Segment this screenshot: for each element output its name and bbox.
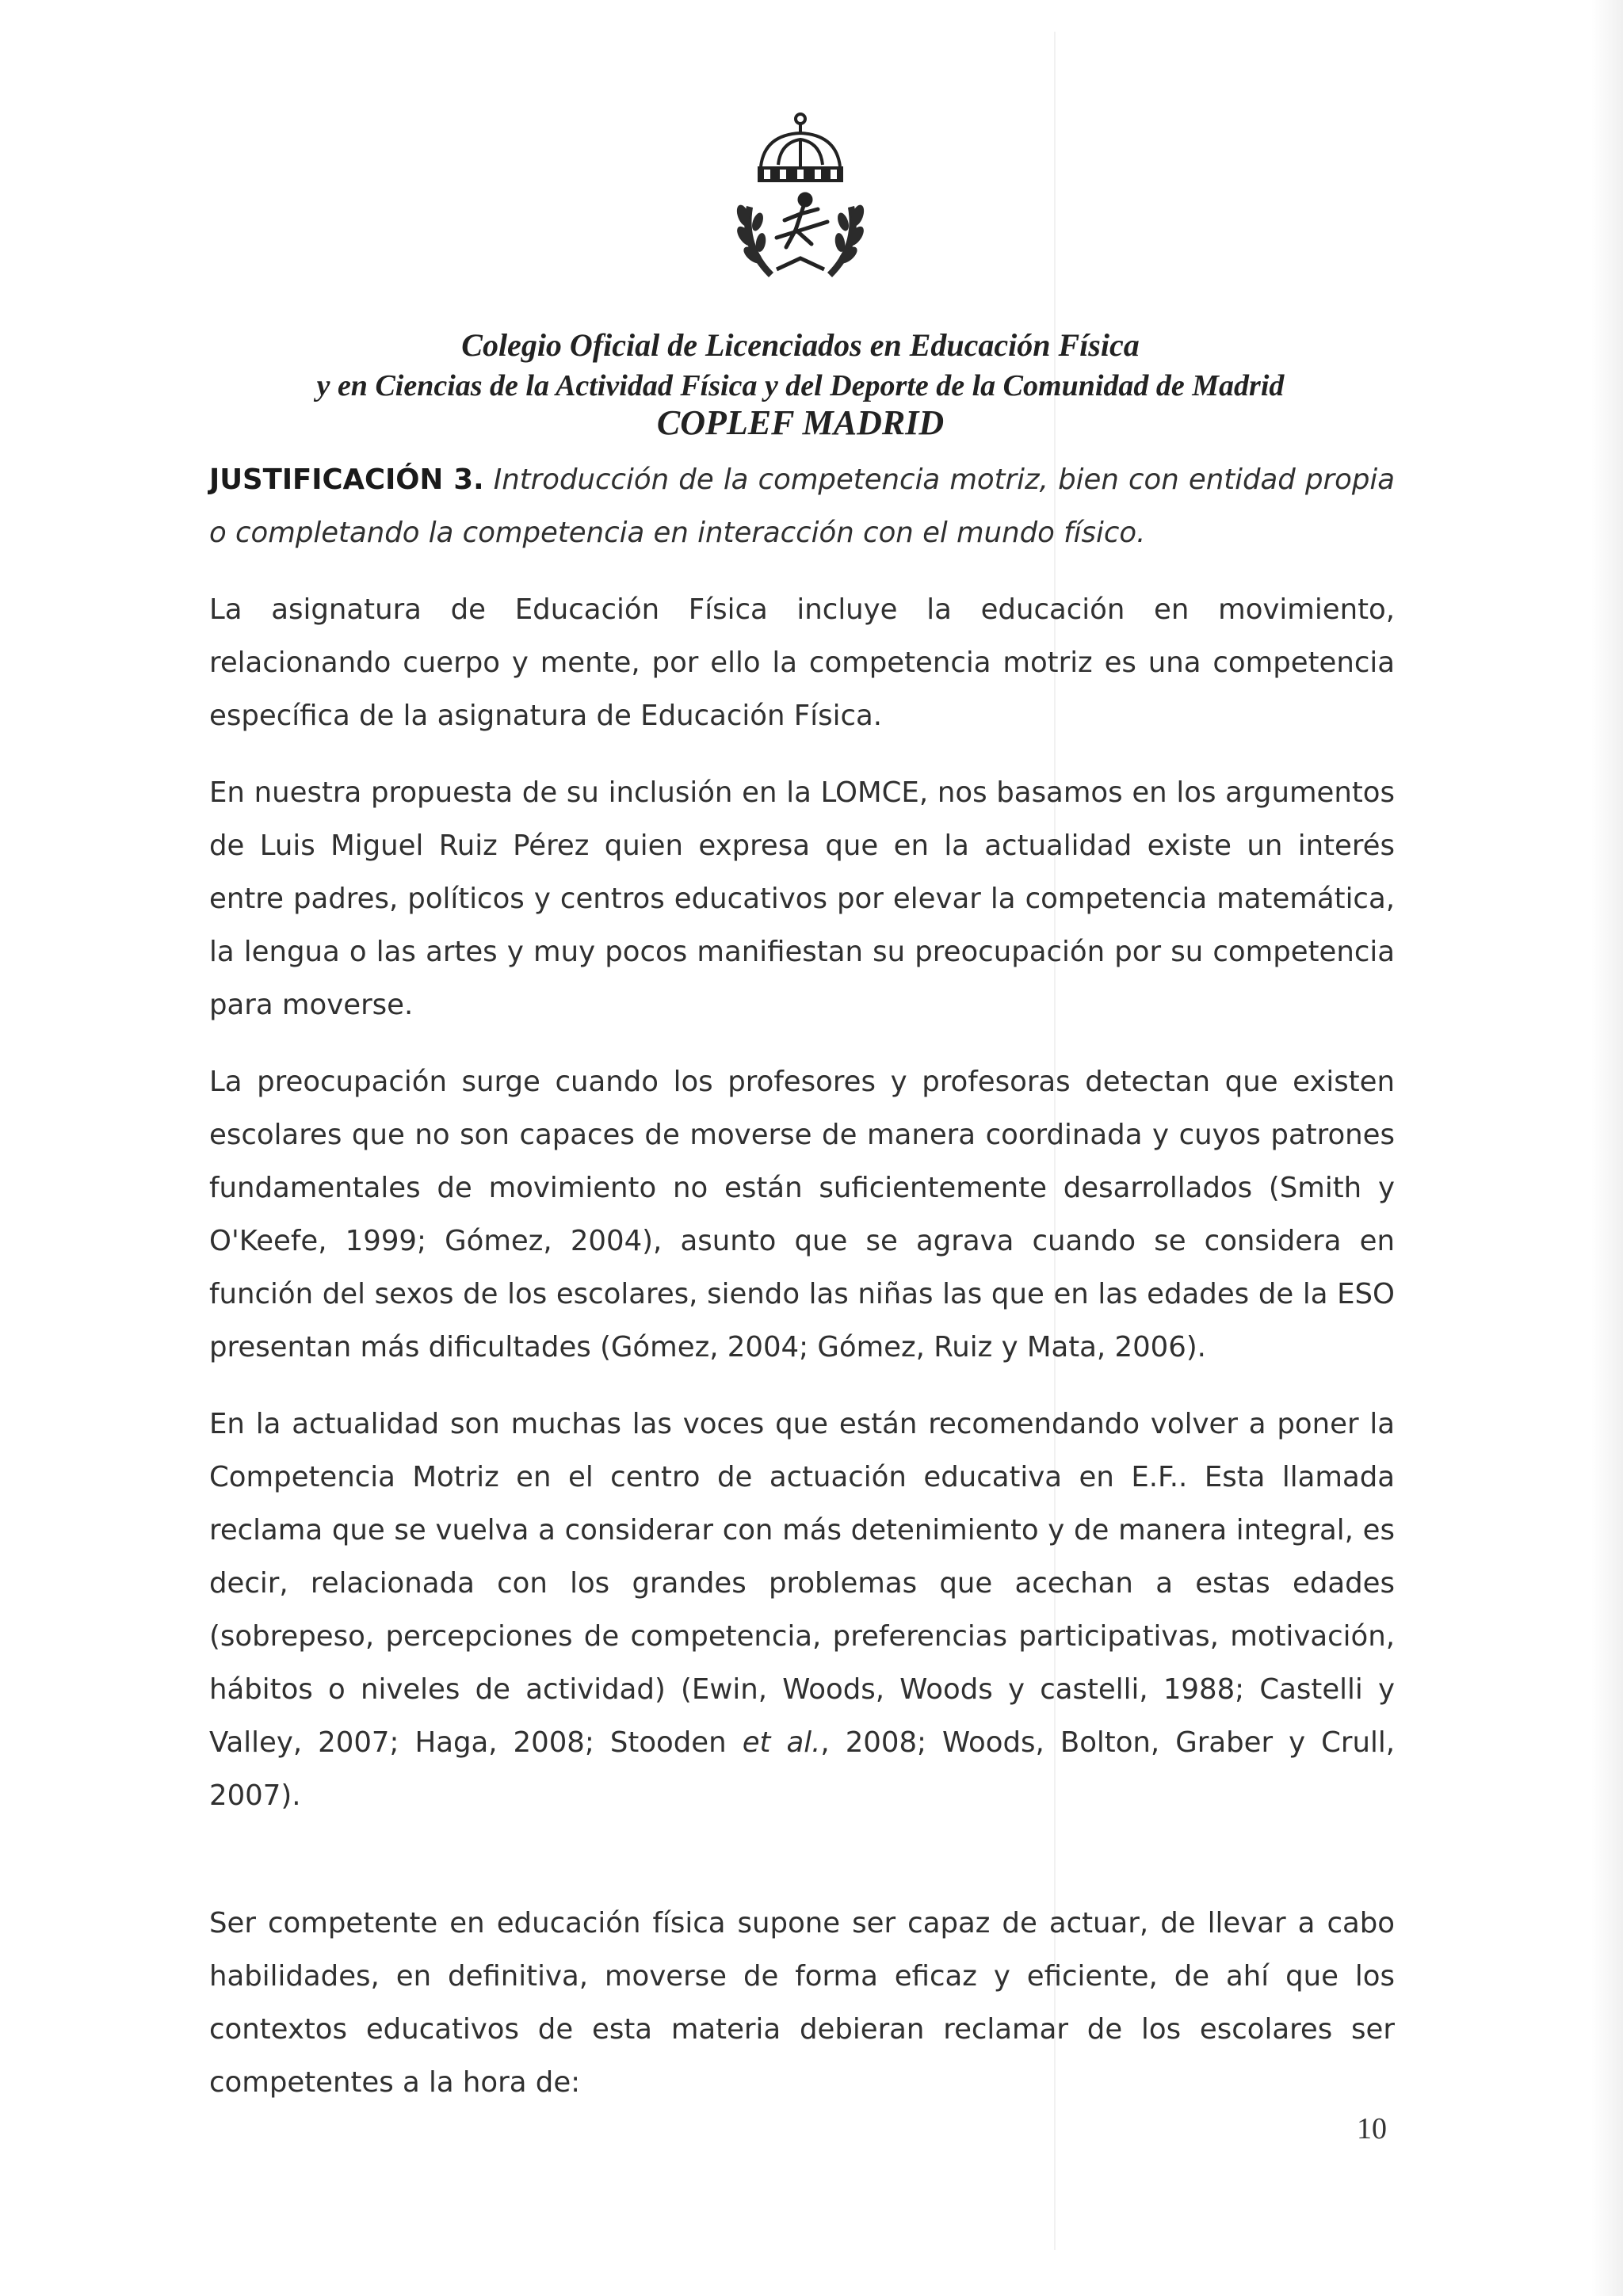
justification-text: Introducción de la competencia motriz, bien con entidad propia o completando la competencia en interacción con el mundo físico.	[209, 463, 1395, 549]
paragraph-5: Ser competente en educación física supone ser capaz de actuar, de llevar a cabo habilidades, en definitiva, moverse de forma eficaz y eficiente, de ahí que los contextos educativos de esta materia debieran reclamar de los escolares ser competentes a la hora de:	[209, 1907, 1395, 2099]
paragraph-3: La preocupación surge cuando los profesores y profesoras detectan que existen escolares que no son capaces de moverse de manera coordinada y cuyos patrones fundamentales de movimiento no están suficientemente desarrollados (Smith y O'Keefe, 1999; Gómez, 2004), asunto que se agrava cuando se considera en función del sexos de los escolares, siendo las niñas las que en las edades de la ESO presentan más dificultades (Gómez, 2004; Gómez, Ruiz y Mata, 2006).	[209, 1066, 1395, 1363]
paragraph-4-text: En la actualidad son muchas las voces que están recomendando volver a poner la Competencia Motriz en el centro de actuación educativa en E.F.. Esta llamada reclama que se vuelva a considerar con más detenimiento y de manera integral, es decir, relacionada con los grandes problemas que acechan a estas edades (sobrepeso, percepciones de competencia, preferencias participativas, motivación, hábitos o niveles de actividad) (Ewin, Woods, Woods y castelli, 1988; Castelli y Valley, 2007; Haga, 2008; Stooden	[209, 1408, 1395, 1759]
page-number: 10	[1357, 2112, 1387, 2145]
paragraph-4-tail: , 2008; Woods, Bolton, Graber y Crull, 2007).	[209, 1726, 1396, 1812]
paragraph-4	[209, 1398, 1395, 1822]
scan-edge-shadow	[1591, 0, 1623, 2296]
document-body	[209, 453, 1395, 2133]
paragraph-4-et-al: et al.	[742, 1726, 821, 1759]
letterhead-line-1: Colegio Oficial de Licenciados en Educación Física	[461, 327, 1140, 363]
letterhead-line-3: COPLEF MADRID	[656, 403, 945, 442]
paragraph-2: En nuestra propuesta de su inclusión en la LOMCE, nos basamos en los argumentos de Luis Miguel Ruiz Pérez quien expresa que en la actualidad existe un interés entre padres, políticos y centros educativos por elevar la competencia matemática, la lengua o las artes y muy pocos manifiestan su preocupación por su competencia para moverse.	[209, 776, 1395, 1021]
justification-heading	[209, 453, 1395, 559]
paragraph-1: La asignatura de Educación Física incluye la educación en movimiento, relacionando cuerpo y mente, por ello la competencia motriz es una competencia específica de la asignatura de Educación Física.	[209, 593, 1395, 732]
letterhead-line-2: y en Ciencias de la Actividad Física y del Deporte de la Comunidad de Madrid	[316, 369, 1285, 402]
crowned-laurel-emblem-icon	[729, 111, 872, 293]
justification-label: JUSTIFICACIÓN 3.	[209, 463, 484, 496]
